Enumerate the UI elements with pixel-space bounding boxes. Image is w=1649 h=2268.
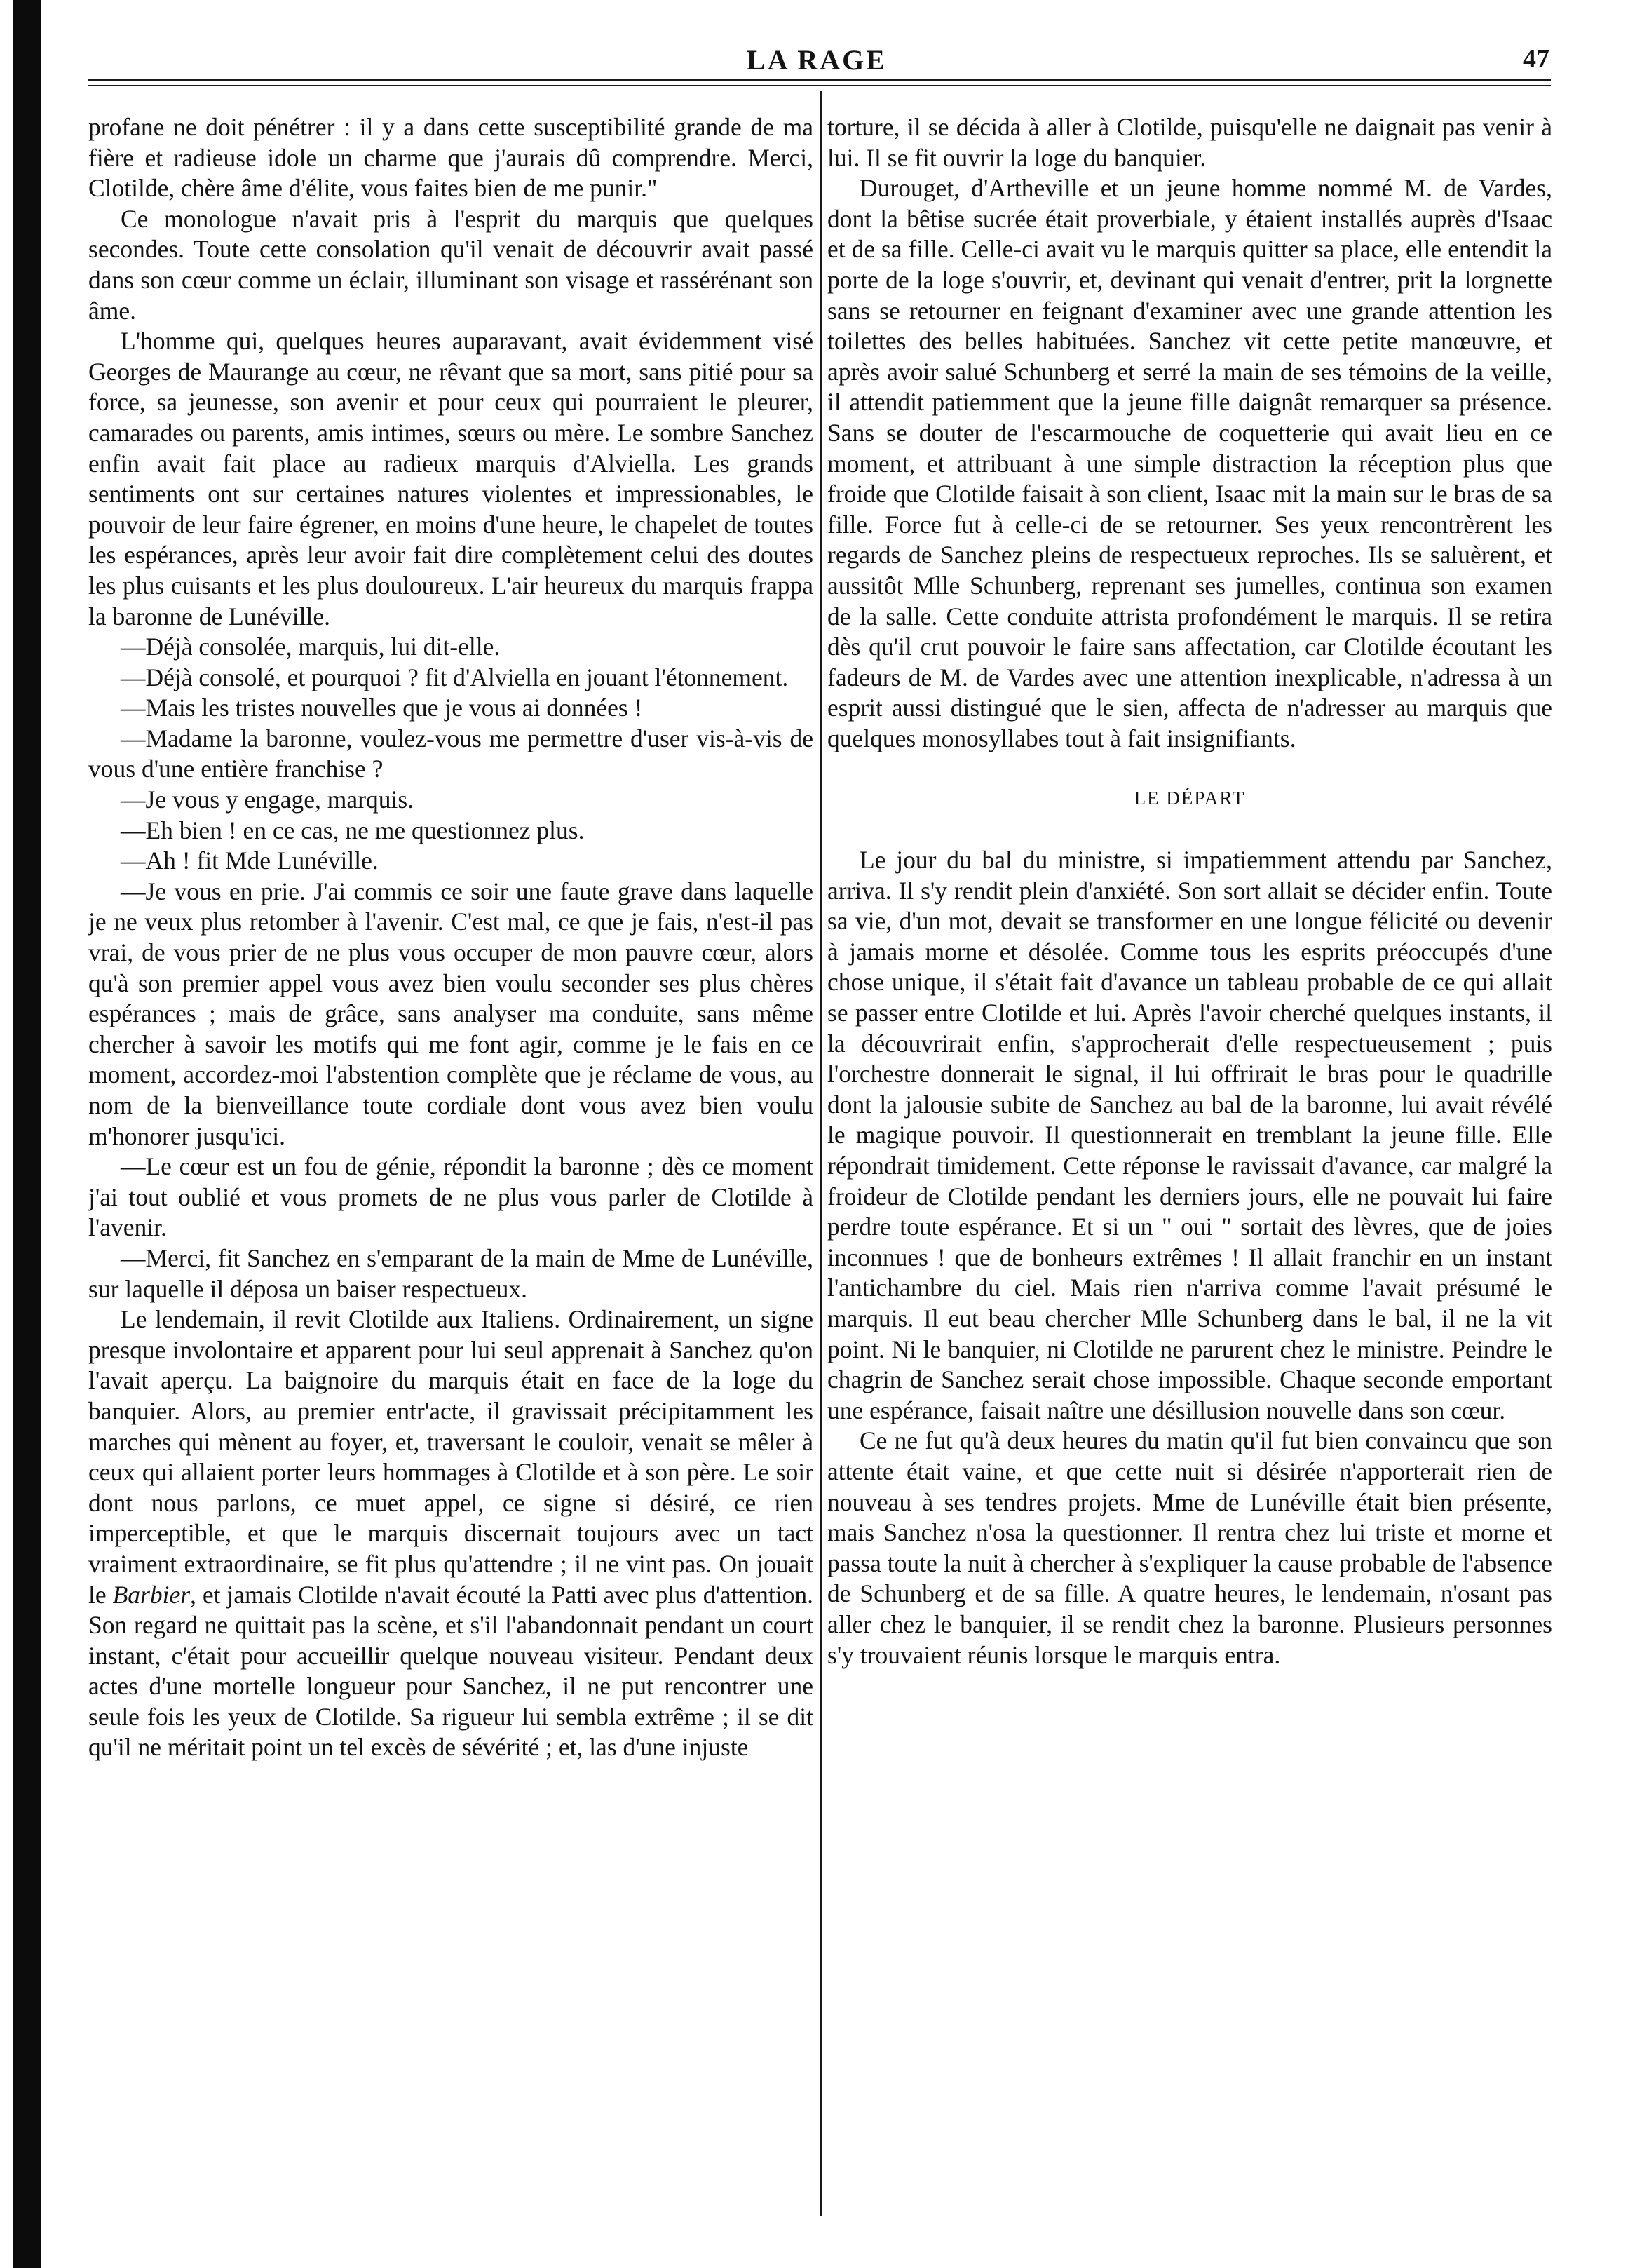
- paragraph: L'homme qui, quelques heures auparavant, avait évidemment visé Georges de Maurange au cœur, ne rêvant que sa mort, sans pitié pour sa force, sa jeunesse, son avenir et pour ceux qui pourraient le pleurer, camarades ou parents, amis intimes, sœurs ou mère. Le sombre Sanchez enfin avait fait place au radieux marquis d'Alviella. Les grands sentiments ont sur certaines natures violentes et impressionables, le pouvoir de leur faire égrener, en moins d'une heure, le chapelet de toutes les espérances, après leur avoir fait dire complètement celui des doutes les plus cuisants et les plus douloureux. L'air heureux du marquis frappa la baronne de Lunéville.: [88, 327, 813, 630]
- paragraph: Ce monologue n'avait pris à l'esprit du marquis que quelques secondes. Toute cette consolation qu'il venait de découvrir avait passé dans son cœur comme un éclair, illuminant son visage et rassérénant son âme.: [88, 204, 813, 325]
- paragraph: Le jour du bal du ministre, si impatiemment attendu par Sanchez, arriva. Il s'y rendit plein d'anxiété. Son sort allait se décider enfin. Toute sa vie, d'un mot, devait se transformer en une longue félicité ou devenir à jamais morne et désolée. Comme tous les esprits préoccupés d'une chose unique, il s'était fait d'avance un tableau probable de ce qui allait se passer entre Clotilde et lui. Après l'avoir cherché quelques instants, il la découvrirait enfin, s'approcherait d'elle respectueusement ; puis l'orchestre donnerait le signal, il lui offrirait le bras pour le quadrille dont la jalousie subite de Sanchez au bal de la baronne, lui avait révélé le magique pouvoir. Il questionnerait en tremblant la jeune fille. Elle répondrait timidement. Cette réponse le ravissait d'avance, car malgré la froideur de Clotilde pendant les derniers jours, elle ne pouvait lui faire perdre toute espérance. Et si un " oui " sortait des lèvres, que de joies inconnues ! que de bonheurs extrêmes ! Il allait franchir en un instant l'antichambre du ciel. Mais rien n'arriva comme l'avait présumé le marquis. Il eut beau chercher Mlle Schunberg dans le bal, il ne la vit point. Ni le banquier, ni Clotilde ne parurent chez le ministre. Peindre le chagrin de Sanchez serait chose impossible. Chaque seconde emportant une espérance, faisait naître une désillusion nouvelle dans son cœur.: [827, 846, 1552, 1424]
- paragraph: Durouget, d'Artheville et un jeune homme nommé M. de Vardes, dont la bêtise sucrée était proverbiale, y étaient installés auprès d'Isaac et de sa fille. Celle-ci avait vu le marquis quitter sa place, elle entendit la porte de la loge s'ouvrir, et, devinant qui venait d'entrer, prit la lorgnette sans se retourner en feignant d'examiner avec une grande attention les toilettes des belles habituées. Sanchez vit cette petite manœuvre, et après avoir salué Schunberg et serré la main de ses témoins de la veille, il attendit patiemment que la jeune fille daignât remarquer sa présence. Sans se douter de l'escarmouche de coquetterie qui avait lieu en ce moment, et attribuant à une simple distraction la réception plus que froide que Clotilde faisait à son client, Isaac mit la main sur le bras de sa fille. Force fut à celle-ci de se retourner. Ses yeux rencontrèrent les regards de Sanchez pleins de respectueux reproches. Ils se saluèrent, et aussitôt Mlle Schunberg, reprenant ses jumelles, continua son examen de la salle. Cette conduite attrista profondément le marquis. Il se retira dès qu'il crut pouvoir le faire sans affectation, car Clotilde écoutant les fadeurs de M. de Vardes avec une attention inexplicable, n'adressa à un esprit aussi distingué que le sien, affecta de n'adresser au marquis que quelques monosyllabes tout à fait insignifiants.: [827, 174, 1552, 752]
- paragraph: [88, 1304, 813, 1763]
- paragraph-text-continued: , et jamais Clotilde n'avait écouté la Patti avec plus d'attention. Son regard ne quittait pas la scène, et s'il l'abandonnait pendant un court instant, c'était pour accueillir quelque nouveau visiteur. Pendant deux actes d'une mortelle longueur pour Sanchez, il ne put rencontrer une seule fois les yeux de Clotilde. Sa rigueur lui sembla extrême ; il se dit qu'il ne méritait point un tel excès de sévérité ; et, las d'une injuste: [88, 1580, 813, 1762]
- paragraph: profane ne doit pénétrer : il y a dans cette susceptibilité grande de ma fière et radieuse idole un charme que j'aurais dû comprendre. Merci, Clotilde, chère âme d'élite, vous faites bien de me punir.": [88, 113, 813, 203]
- paragraph-text: Le lendemain, il revit Clotilde aux Italiens. Ordinairement, un signe presque involontaire et apparent pour lui seul apprenait à Sanchez qu'on l'avait aperçu. La baignoire du marquis était en face de la loge du banquier. Alors, au premier entr'acte, il gravissait précipitamment les marches qui mènent au foyer, et, traversant le couloir, venait se mêler à ceux qui allaient porter leurs hommages à Clotilde et à son père. Le soir dont nous parlons, ce muet appel, ce signe si désiré, ce rien imperceptible, et que le marquis discernait toujours avec un tact vraiment extraordinaire, se fit plus qu'attendre ; il ne vint pas. On jouait le: [88, 1305, 813, 1609]
- right-column: [827, 112, 1552, 1670]
- dialogue-line: —Mais les tristes nouvelles que je vous ai données !: [121, 694, 643, 722]
- page-number: 47: [1523, 44, 1549, 74]
- dialogue-line: —Je vous y engage, marquis.: [121, 785, 414, 814]
- paragraph: torture, il se décida à aller à Clotilde, puisqu'elle ne daignait pas venir à lui. Il se fit ouvrir la loge du banquier.: [827, 113, 1552, 172]
- section-title: LE DÉPART: [1134, 788, 1246, 809]
- dialogue-line: —Je vous en prie. J'ai commis ce soir une faute grave dans laquelle je ne veux plus retomber à l'avenir. C'est mal, ce que je fais, n'est-il pas vrai, de vous prier de ne plus vous occuper de mon pauvre cœur, alors qu'à son premier appel vous avez bien voulu seconder ses plus chères espérances ; mais de grâce, sans analyser ma conduite, sans même chercher à savoir les motifs qui me font agir, comme je le fais en ce moment, accordez-moi l'abstention complète que je réclame de vous, au nom de la bienveillance toute cordiale dont vous avez bien voulu m'honorer jusqu'ici.: [88, 877, 813, 1150]
- dialogue-line: —Le cœur est un fou de génie, répondit la baronne ; dès ce moment j'ai tout oublié et vous promets de ne plus vous parler de Clotilde à l'avenir.: [88, 1152, 813, 1242]
- left-column: [88, 112, 813, 1763]
- running-title: LA RAGE: [747, 44, 887, 76]
- dialogue-line: —Déjà consolé, et pourquoi ? fit d'Alviella en jouant l'étonnement.: [121, 663, 789, 691]
- binding-edge: [13, 0, 41, 2268]
- header-rule: [88, 79, 1551, 81]
- dialogue-line: —Déjà consolée, marquis, lui dit-elle.: [121, 633, 501, 661]
- dialogue-line: —Merci, fit Sanchez en s'emparant de la main de Mme de Lunéville, sur laquelle il déposa un baiser respectueux.: [88, 1243, 813, 1303]
- header-rule-double: [88, 85, 1551, 86]
- dialogue-line: —Ah ! fit Mde Lunéville.: [121, 846, 379, 875]
- opera-title: Barbier: [112, 1580, 191, 1609]
- column-divider: [820, 91, 822, 2216]
- dialogue-line: —Eh bien ! en ce cas, ne me questionnez plus.: [121, 816, 585, 844]
- dialogue-line: —Madame la baronne, voulez-vous me permettre d'user vis-à-vis de vous d'une entière franchise ?: [88, 724, 813, 783]
- paragraph: Ce ne fut qu'à deux heures du matin qu'il fut bien convaincu que son attente était vaine, et que cette nuit si désirée n'apporterait rien de nouveau à ses tendres projets. Mme de Lunéville était bien présente, mais Sanchez n'osa la questionner. Il rentra chez lui triste et morne et passa toute la nuit à chercher à s'expliquer la cause probable de l'absence de Schunberg et de sa fille. A quatre heures, le lendemain, n'osant pas aller chez le banquier, il se rendit chez la baronne. Plusieurs personnes s'y trouvaient réunis lorsque le marquis entra.: [827, 1426, 1552, 1669]
